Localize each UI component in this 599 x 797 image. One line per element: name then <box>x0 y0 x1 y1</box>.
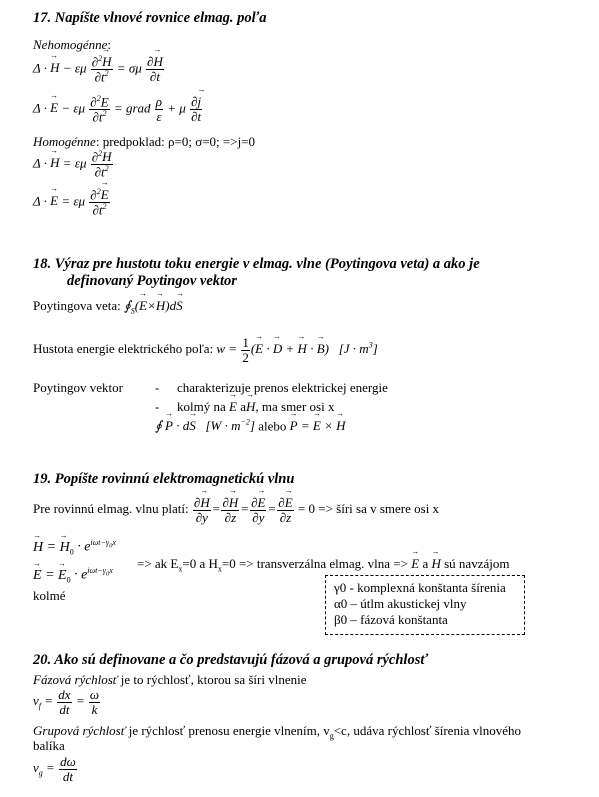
equation-e-wave: → E = → $E_0 \cdot e^{i\omega t-\gamma_0x}$ <box>33 566 113 584</box>
box-line-gamma: γ0 - komplexná konštanta šírenia <box>334 580 506 595</box>
constants-box <box>325 575 525 635</box>
balika-text: balíka <box>33 738 65 753</box>
transverzalna-line: => ak $E_x=0$ a $H_x=0$ => transverzálna elmag. vlna => → E a → H sú navzájom <box>137 556 509 574</box>
fazova-line: Fázová rýchlosť je to rýchlosť, ktorou sa šíri vlnenie <box>33 672 307 687</box>
rovinna-vlna-line: Pre rovinnú elmag. vlnu platí: $\frac{\partial\to H}{\partial y}$ = $\frac{\partial\to H}{\partial z}$ = $\frac{\partial\to E}{\partial y}$ = $\frac{\partial\to E}{\partial z}$ = 0 => šíri sa v smere osi x <box>33 496 439 524</box>
section-17-heading: 17. Napíšte vlnové rovnice elmag. poľa <box>33 10 267 26</box>
poytingova-veta-line: Poytingova veta: $∮_S(\to E\times\to H)d\to S$ <box>33 298 183 316</box>
grupova-line: Grupová rýchlosť je rýchlosť prenosu energie vlnením, $v_g<c$, udáva rýchlosť šírenia vlnového <box>33 723 521 741</box>
equation-h-wave: → H = → $H_0 \cdot e^{i\omega t-\gamma_0x}$ <box>33 538 116 556</box>
equation-vf: $v_f$ = $\frac{dx}{dt}$ = $\frac{\omega}{k}$ <box>33 687 100 717</box>
poynting-units-line: ∮ → P · d→ S $[W \cdot m^{-2}]$ alebo → P = → E × → H <box>155 418 346 434</box>
poytingov-vektor-label: Poytingov vektor <box>33 380 123 395</box>
equation-vg: $v_g$ = $\frac{d\omega}{dt}$ <box>33 754 76 784</box>
equation-nonhomog-h: Δ · → H − εμ $\frac{\partial^2\to H}{\partial t^2}$ = σμ $\frac{\partial\to H}{\partial t}$ <box>33 55 165 84</box>
box-line-alpha: α0 – útlm akustickej vlny <box>334 596 467 611</box>
equation-homog-e: Δ · → E = εμ $\frac{\partial^2\to E}{\partial t^2}$ <box>33 188 111 217</box>
equation-homog-h: Δ · → H = εμ $\frac{\partial^2\to H}{\partial t^2}$ <box>33 150 114 179</box>
bullet-dash-2: - <box>155 399 160 414</box>
charakterizuje-text: charakterizuje prenos elektrickej energie <box>177 380 388 395</box>
box-line-beta: β0 – fázová konštanta <box>334 612 448 627</box>
section-18-heading-line1: 18. Výraz pre hustotu toku energie v elmag. vlne (Poytingova veta) a ako je <box>33 256 480 272</box>
kolme-text: kolmé <box>33 588 66 603</box>
kolmy-text: kolmý na → E a→ H, ma smer osi x <box>177 399 334 415</box>
equation-nonhomog-e: Δ · → E − εμ $\frac{\partial^2E}{\partial t^2}$ = grad $\frac{\rho}{\varepsilon}$ + μ $\frac{\partial\to j}{\partial t}$ <box>33 95 203 124</box>
hustota-line: Hustota energie elektrického poľa: w = $\frac{1}{2}$ (→ E · → D + → H · → B) $[J \cdot m^3]$ <box>33 336 378 364</box>
homogenne-label: Homogénne: predpoklad: ρ=0; σ=0; =>j=0 <box>33 134 256 149</box>
section-20-heading: 20. Ako sú definovane a čo predstavujú fázová a grupová rýchlosť <box>33 652 429 668</box>
section-18-heading-line2: definovaný Poytingov vektor <box>67 273 237 289</box>
section-19-heading: 19. Popíšte rovinnú elektromagnetickú vlnu <box>33 471 295 487</box>
nehomogenne-label: Nehomogénne: <box>33 37 111 52</box>
bullet-dash-1: - <box>155 380 160 395</box>
